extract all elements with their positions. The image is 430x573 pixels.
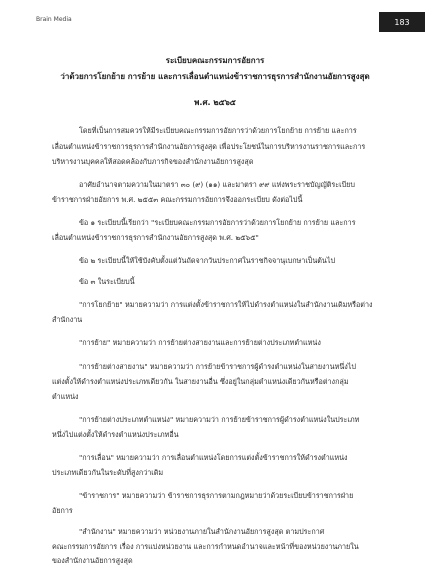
- document-subtitle: ว่าด้วยการโยกย้าย การย้าย และการเลื่อนตำแหน่งข้าราชการธุรการสำนักงานอัยการสูงสุด: [60, 72, 370, 81]
- body-line: อาศัยอำนาจตามความในมาตรา ๓๐ (๙) (๑๑) และมาตรา ๙๙ แห่งพระราชบัญญัติระเบียบ: [79, 180, 355, 189]
- document-title: ระเบียบคณะกรรมการอัยการ: [165, 56, 265, 65]
- body-line: "การย้ายต่างประเภทตำแหน่ง" หมายความว่า การย้ายข้าราชการผู้ดำรงตำแหน่งในประเภท: [79, 415, 360, 424]
- body-line: "การเลื่อน" หมายความว่า การเลื่อนตำแหน่งโดยการแต่งตั้งข้าราชการให้ดำรงตำแหน่ง: [79, 453, 348, 462]
- body-line: "การโยกย้าย" หมายความว่า การแต่งตั้งข้าราชการให้ไปดำรงตำแหน่งในสำนักงานเดิมหรือต่าง: [79, 300, 373, 309]
- page-number-badge: 183: [379, 12, 425, 32]
- body-line: สำนักงาน: [52, 315, 83, 324]
- body-line: อัยการ: [52, 506, 73, 515]
- body-line: ข้าราชการฝ่ายอัยการ พ.ศ. ๒๕๕๓ คณะกรรมการอัยการจึงออกระเบียบ ดังต่อไปนี้: [52, 195, 303, 204]
- body-line: เลื่อนตำแหน่งข้าราชการธุรการสำนักงานอัยการสูงสุด เพื่อประโยชน์ในการบริหารงานราชการและการ: [52, 142, 366, 151]
- publisher-label: Brain Media: [36, 16, 72, 23]
- body-line: แต่งตั้งให้ดำรงตำแหน่งประเภทเดียวกัน ในสายงานอื่น ซึ่งอยู่ในกลุ่มตำแหน่งเดียวกันหรือต่างกลุ่ม: [52, 377, 349, 386]
- body-line: "สำนักงาน" หมายความว่า หน่วยงานภายในสำนักงานอัยการสูงสุด ตามประกาศ: [79, 527, 325, 536]
- body-line: ตำแหน่ง: [52, 392, 79, 401]
- body-line: หนึ่งไปแต่งตั้งให้ดำรงตำแหน่งประเภทอื่น: [52, 430, 179, 439]
- body-line: "ข้าราชการ" หมายความว่า ข้าราชการธุรการตามกฎหมายว่าด้วยระเบียบข้าราชการฝ่าย: [79, 491, 354, 500]
- document-year: พ.ศ. ๒๕๖๕: [194, 98, 236, 107]
- body-line: เลื่อนตำแหน่งข้าราชการธุรการสำนักงานอัยการสูงสุด พ.ศ. ๒๕๖๕": [52, 233, 259, 242]
- body-line: คณะกรรมการอัยการ เรื่อง การแบ่งหน่วยงาน และการกำหนดอำนาจและหน้าที่ของหน่วยงานภายใน: [52, 542, 359, 551]
- body-line: ข้อ ๑ ระเบียบนี้เรียกว่า "ระเบียบคณะกรรมการอัยการว่าด้วยการโยกย้าย การย้าย และการ: [79, 218, 356, 227]
- body-line: "การย้ายต่างสายงาน" หมายความว่า การย้ายข้าราชการผู้ดำรงตำแหน่งในสายงานหนึ่งไป: [79, 362, 356, 371]
- body-line: ประเภทเดียวกันในระดับที่สูงกว่าเดิม: [52, 468, 164, 477]
- body-line: ของสำนักงานอัยการสูงสุด: [52, 556, 133, 565]
- body-line: "การย้าย" หมายความว่า การย้ายต่างสายงานและการย้ายต่างประเภทตำแหน่ง: [79, 338, 321, 347]
- body-line: ข้อ ๓ ในระเบียบนี้: [79, 277, 135, 286]
- body-line: ข้อ ๒ ระเบียบนี้ให้ใช้บังคับตั้งแต่วันถัดจากวันประกาศในราชกิจจานุเบกษาเป็นต้นไป: [79, 256, 336, 265]
- body-line: บริหารงานบุคคลให้สอดคล้องกับภารกิจของสำนักงานอัยการสูงสุด: [52, 157, 254, 166]
- body-line: โดยที่เป็นการสมควรให้มีระเบียบคณะกรรมการอัยการว่าด้วยการโยกย้าย การย้าย และการ: [79, 126, 357, 135]
